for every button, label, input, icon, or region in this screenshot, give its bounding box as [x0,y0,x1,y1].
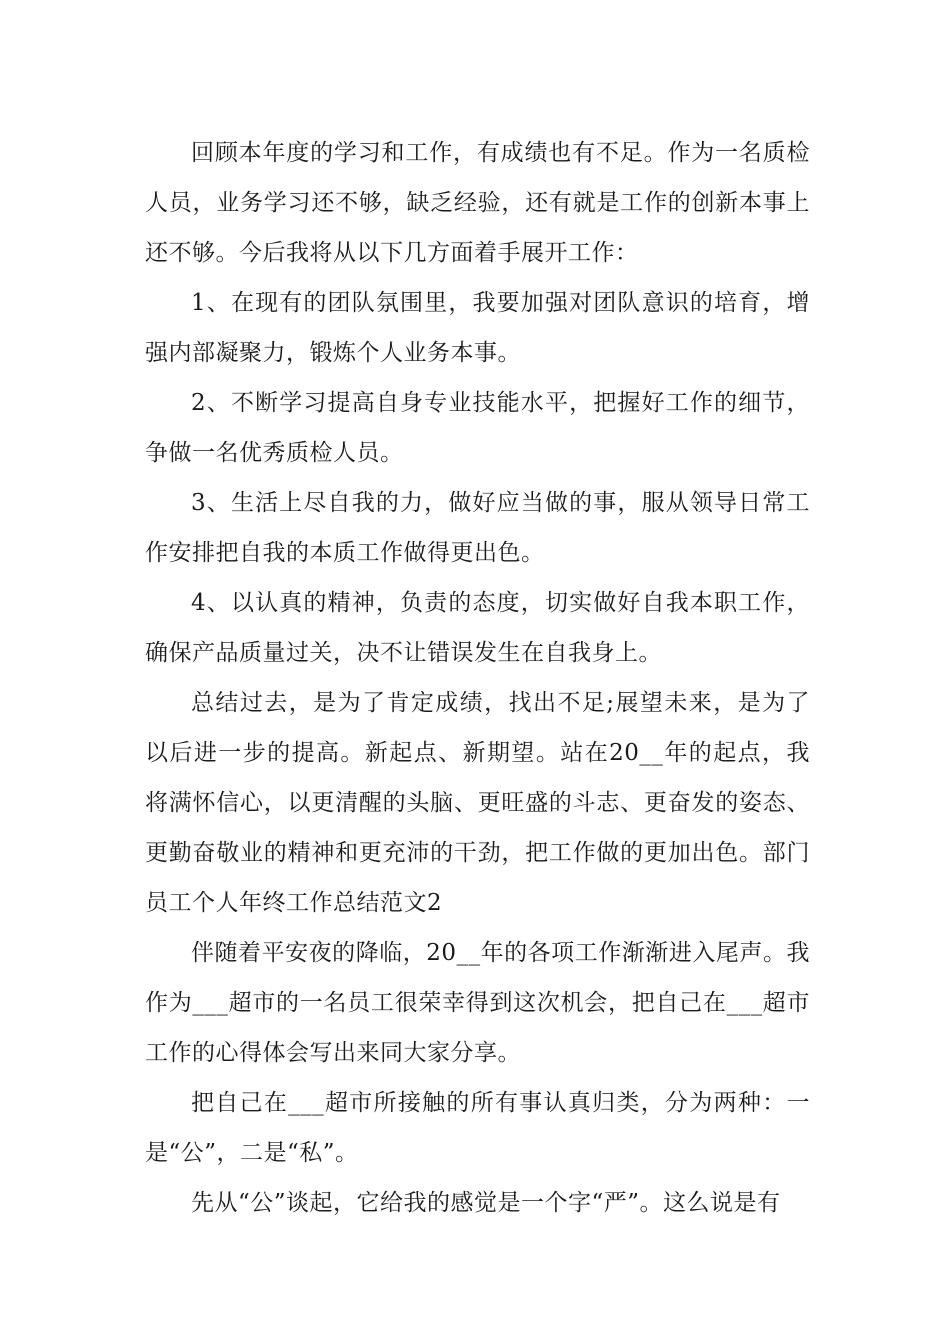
paragraph-review-intro: 回顾本年度的学习和工作，有成绩也有不足。作为一名质检人员，业务学习还不够，缺乏经验，还有就是工作的创新本事上还不够。今后我将从以下几方面着手展开工作： [145,140,810,266]
paragraph-item-1: 1、在现有的团队氛围里，我要加强对团队意识的培育，增强内部凝聚力，锻炼个人业务本事。 [145,290,810,366]
paragraph-item-4: 4、以认真的精神，负责的态度，切实做好自我本职工作，确保产品质量过关，决不让错误发生在自我身上。 [145,590,810,666]
paragraph-christmas-eve: 伴随着平安夜的降临，20__年的各项工作渐渐进入尾声。我作为___超市的一名员工很荣幸得到这次机会，把自己在___超市工作的心得体会写出来同大家分享。 [145,940,810,1066]
paragraph-summary: 总结过去，是为了肯定成绩，找出不足;展望未来，是为了以后进一步的提高。新起点、新期望。站在20__年的起点，我将满怀信心，以更清醒的头脑、更旺盛的斗志、更奋发的姿态、更勤奋敬业的精神和更充沛的干劲，把工作做的更加出色。部门员工个人年终工作总结范文2 [145,690,810,916]
paragraph-public-strict: 先从“公”谈起，它给我的感觉是一个字“严”。这么说是有 [191,1190,781,1216]
paragraph-item-3: 3、生活上尽自我的力，做好应当做的事，服从领导日常工作安排把自我的本质工作做得更出色。 [145,490,810,566]
paragraph-categories: 把自己在___超市所接触的所有事认真归类，分为两种：一是“公”，二是“私”。 [145,1090,810,1166]
paragraph-item-2: 2、不断学习提高自身专业技能水平，把握好工作的细节，争做一名优秀质检人员。 [145,390,810,466]
document-body [145,128,810,1228]
